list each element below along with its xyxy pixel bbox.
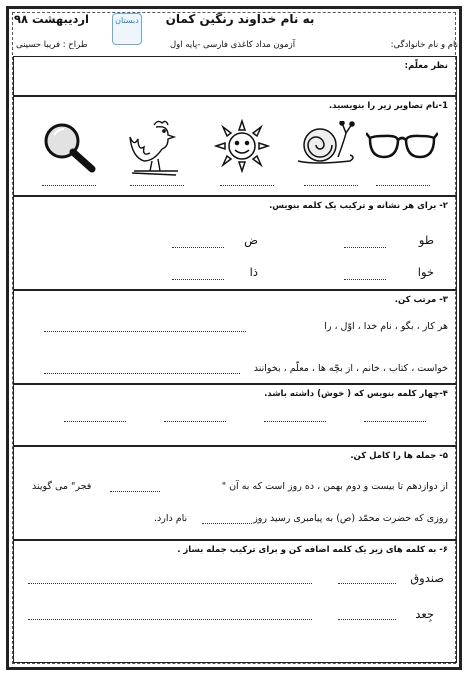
answer-line[interactable] — [220, 185, 274, 186]
exam-title: آزمون مداد کاغذی فارسی -پایه اول — [170, 40, 296, 50]
question-5 — [13, 446, 457, 540]
page-title: به نام خداوند رنگین کمان — [165, 12, 315, 26]
teacher-note-label: نظر معلّم: — [404, 61, 448, 71]
syllable-item: ذا — [249, 265, 258, 279]
syllable-item: طو — [418, 233, 434, 247]
question-2-title: ۲- برای هر نشانه و ترکیب یک کلمه بنویس. — [269, 201, 448, 211]
logo-text: دبستان — [115, 16, 139, 25]
teacher-note-box — [13, 56, 457, 96]
answer-line[interactable] — [304, 185, 358, 186]
question-4 — [13, 384, 457, 446]
glasses-icon — [366, 129, 438, 163]
scrambled-sentence: خواست ، کتاب ، خانم ، از بچّه ها ، معلّم ، بخوانند — [253, 363, 448, 374]
question-1-title: 1-نام تصاویر زیر را بنویسید. — [328, 101, 448, 111]
fill-sentence-part: روزی که حضرت محمّد (ص) به پیامبری رسید روز — [253, 513, 448, 524]
answer-line[interactable] — [44, 373, 240, 374]
answer-line[interactable] — [202, 523, 252, 524]
designer-label: طراح : فریبا حسینی — [16, 40, 88, 50]
answer-line[interactable] — [338, 583, 396, 584]
answer-line[interactable] — [376, 185, 430, 186]
question-1 — [13, 96, 457, 196]
answer-line[interactable] — [172, 279, 224, 280]
rooster-icon — [124, 117, 184, 177]
answer-line[interactable] — [172, 247, 224, 248]
scrambled-sentence: هر کار ، بگو ، نام خدا ، اوّل ، را — [324, 321, 448, 332]
prompt-word: جِعد — [415, 607, 434, 621]
answer-line[interactable] — [28, 619, 312, 620]
student-name-label: نام و نام خانوادگی: — [390, 40, 458, 50]
answer-line[interactable] — [344, 247, 386, 248]
syllable-item: ض — [244, 233, 258, 247]
answer-line[interactable] — [264, 421, 326, 422]
answer-line[interactable] — [44, 331, 246, 332]
school-logo — [112, 13, 142, 45]
question-6 — [13, 540, 457, 663]
question-2 — [13, 196, 457, 290]
fill-sentence-part: نام دارد. — [154, 513, 188, 524]
question-4-title: ۴-چهار کلمه بنویس که ( خوش) داشته باشد. — [264, 389, 448, 399]
fill-sentence-part: فجر" می گویند — [32, 481, 92, 492]
magnifier-icon — [42, 121, 98, 173]
answer-line[interactable] — [344, 279, 386, 280]
answer-line[interactable] — [110, 491, 160, 492]
answer-line[interactable] — [130, 185, 184, 186]
syllable-item: خوا — [417, 265, 434, 279]
prompt-word: صندوق — [410, 571, 444, 585]
snail-icon — [294, 121, 358, 167]
answer-line[interactable] — [164, 421, 226, 422]
fill-sentence-part: از دوازدهم تا بیست و دوم بهمن ، ده روز است که به آن " — [221, 481, 448, 492]
question-6-title: ۶- به کلمه های زیر یک کلمه اضافه کن و برای ترکیب جمله بساز . — [177, 545, 448, 555]
exam-date: اردیبهشت ۹۸ — [14, 12, 89, 26]
answer-line[interactable] — [42, 185, 96, 186]
answer-line[interactable] — [28, 583, 312, 584]
answer-line[interactable] — [364, 421, 426, 422]
question-3-title: ۳- مرتب کن. — [394, 295, 448, 305]
question-3 — [13, 290, 457, 384]
answer-line[interactable] — [64, 421, 126, 422]
question-5-title: ۵- جمله ها را کامل کن. — [350, 451, 448, 461]
sun-icon — [214, 119, 270, 173]
answer-line[interactable] — [338, 619, 396, 620]
